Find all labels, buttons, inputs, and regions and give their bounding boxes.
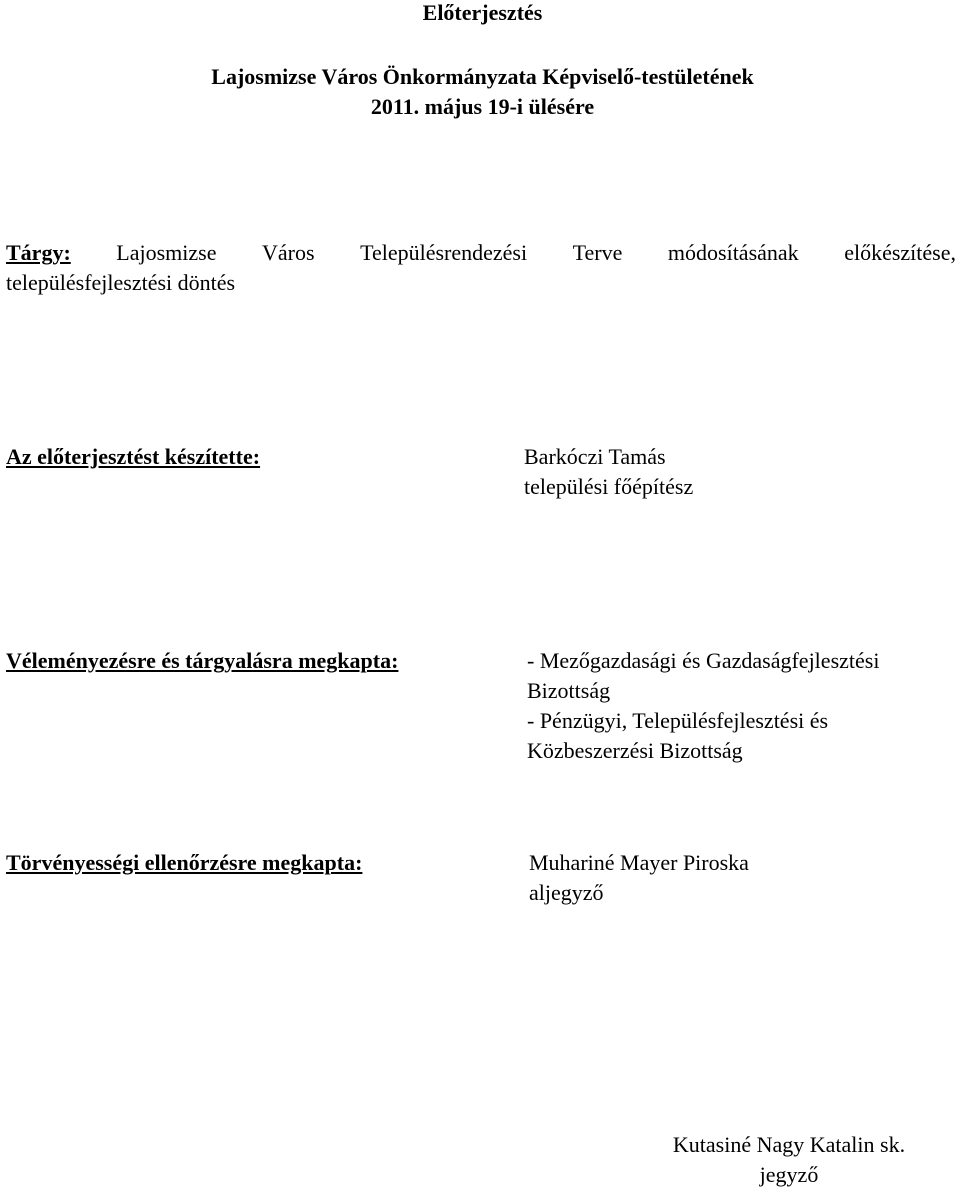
prepared-by-name: Barkóczi Tamás bbox=[524, 444, 666, 469]
subject-word: Településrendezési bbox=[360, 240, 528, 265]
review-recipients bbox=[527, 646, 879, 766]
subject-word: Város bbox=[262, 240, 315, 265]
subject-line1 bbox=[6, 238, 956, 268]
legality-label: Törvényességi ellenőrzésre megkapta: bbox=[6, 850, 363, 875]
review-recipient-line: - Mezőgazdasági és Gazdaságfejlesztési bbox=[527, 648, 880, 673]
council-heading-line1: Lajosmizse Város Önkormányzata Képviselő-testületének bbox=[211, 64, 754, 89]
subject-line2: településfejlesztési döntés bbox=[6, 270, 236, 295]
subject-label: Tárgy: bbox=[6, 240, 71, 265]
signature-block bbox=[654, 1130, 924, 1190]
review-recipient-line: Közbeszerzési Bizottság bbox=[527, 738, 743, 763]
signature-role: jegyző bbox=[759, 1162, 819, 1187]
review-recipient-line: - Pénzügyi, Településfejlesztési és bbox=[527, 708, 829, 733]
prepared-by-role: települési főépítész bbox=[524, 474, 694, 499]
document-title: Előterjesztés bbox=[422, 0, 543, 25]
review-recipient-line: Bizottság bbox=[527, 678, 611, 703]
legality-name: Muhariné Mayer Piroska bbox=[529, 850, 749, 875]
council-heading-line2: 2011. május 19-i ülésére bbox=[370, 94, 595, 119]
subject-word: Terve bbox=[572, 240, 623, 265]
subject-word: módosításának bbox=[667, 240, 799, 265]
subject-word: Lajosmizse bbox=[116, 240, 217, 265]
legality-value bbox=[529, 848, 749, 908]
review-label: Véleményezésre és tárgyalásra megkapta: bbox=[6, 648, 399, 673]
prepared-by-label: Az előterjesztést készítette: bbox=[6, 444, 261, 469]
prepared-by-value bbox=[524, 442, 693, 502]
signature-name: Kutasiné Nagy Katalin sk. bbox=[672, 1132, 906, 1157]
legality-role: aljegyző bbox=[529, 880, 604, 905]
subject-block bbox=[6, 238, 956, 298]
subject-word: előkészítése, bbox=[844, 240, 956, 265]
